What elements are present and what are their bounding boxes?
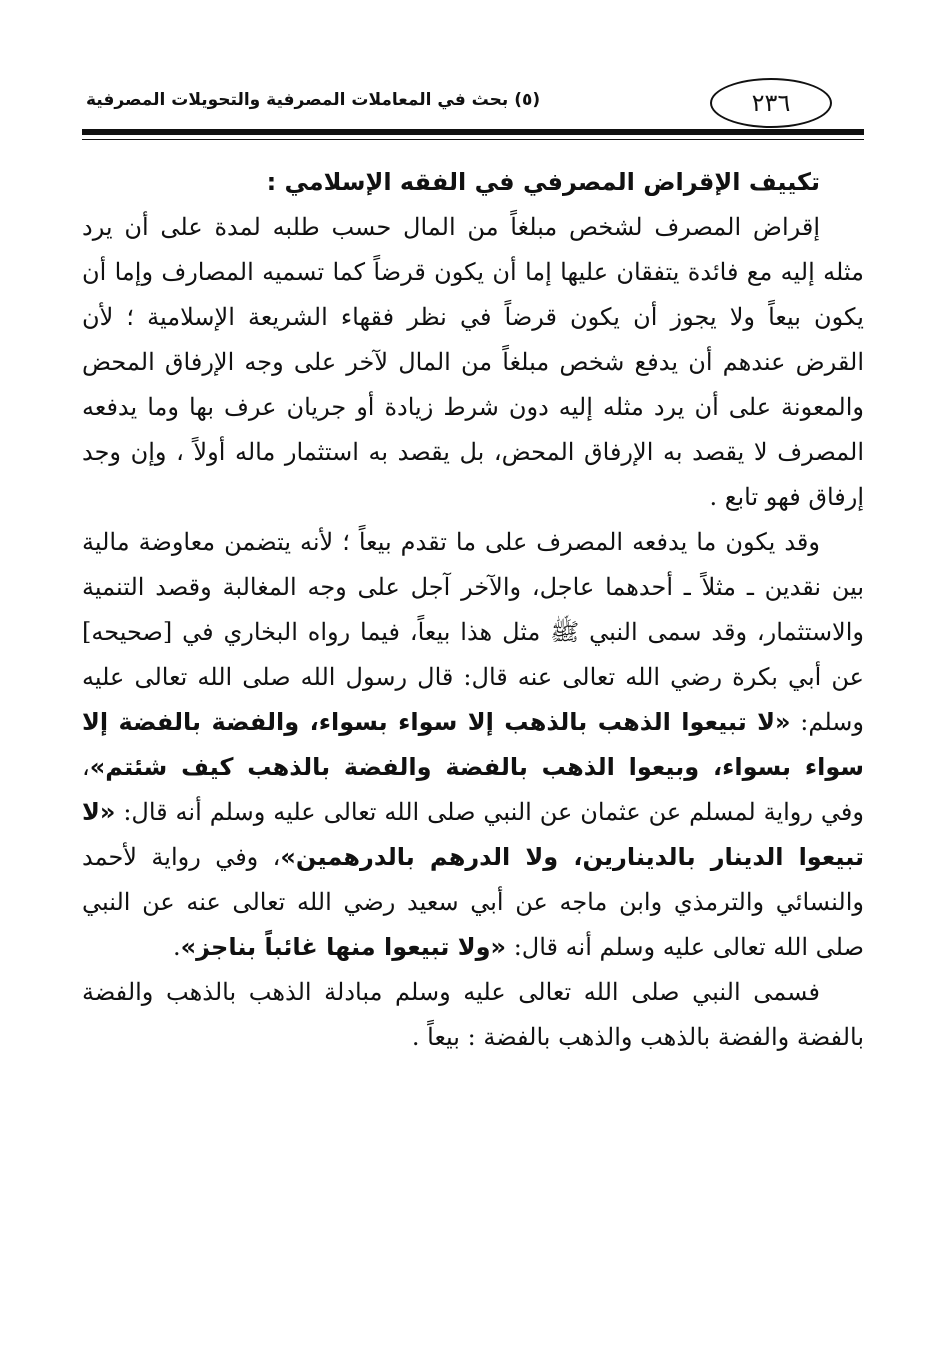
hadith-quote-1: «لا تبيعوا الذهب بالذهب إلا سواء بسواء، والفضة بالفضة إلا سواء بسواء، وبيعوا الذهب بالفضة والفضة بالذهب كيف شئتم»: [82, 708, 864, 781]
hadith-quote-2: «لا تبيعوا الدينار بالدينارين، ولا الدرهم بالدرهمين»: [82, 798, 865, 871]
paragraph-2-text-4: .: [172, 933, 181, 961]
paragraph-2: [82, 520, 864, 970]
header-title: (٥) بحث في المعاملات المصرفية والتحويلات المصرفية: [86, 90, 541, 110]
hadith-quote-3: «ولا تبيعوا منها غائباً بناجز»: [180, 933, 507, 961]
header-rule-thin: [82, 139, 864, 140]
section-heading: تكييف الإقراض المصرفي في الفقه الإسلامي :: [266, 168, 820, 196]
paragraph-2-text-3: ، وفي رواية لأحمد والنسائي والترمذي وابن ماجه عن أبي سعيد رضي الله تعالى عنه عن النبي صلى الله تعالى عليه وسلم أنه قال:: [82, 843, 864, 961]
paragraph-3: فسمى النبي صلى الله تعالى عليه وسلم مبادلة الذهب بالذهب والفضة بالفضة والفضة بالذهب والذهب بالفضة : بيعاً .: [82, 978, 864, 1051]
paragraph-2-text-1: وقد يكون ما يدفعه المصرف على ما تقدم بيعاً ؛ لأنه يتضمن معاوضة مالية بين نقدين ـ مثلاً ـ أحدهما عاجل، والآخر آجل على وجه المغالبة وقصد التنمية والاستثمار، وقد سمى النبي ﷺ مثل هذا بيعاً، فيما رواه البخاري في [صحيحه] عن أبي بكرة رضي الله تعالى عنه قال: قال رسول الله صلى الله تعالى عليه وسلم:: [82, 528, 865, 736]
header-rule-thick: [82, 129, 864, 135]
body-text: [82, 160, 864, 1060]
paragraph-2-text-2: ، وفي رواية لمسلم عن عثمان عن النبي صلى الله تعالى عليه وسلم أنه قال:: [82, 753, 864, 826]
paragraph-1: إقراض المصرف لشخص مبلغاً من المال حسب طلبه لمدة على أن يرد مثله إليه مع فائدة يتفقان عليها إما أن يكون قرضاً كما تسميه المصارف وإما أن يكون بيعاً ولا يجوز أن يكون قرضاً في نظر فقهاء الشريعة الإسلامية ؛ لأن القرض عندهم أن يدفع شخص مبلغاً من المال لآخر على وجه الإرفاق المحض والمعونة على أن يرد مثله إليه دون شرط زيادة أو جريان عرف بها وما يدفعه المصرف لا يقصد به الإرفاق المحض، بل يقصد به استثمار ماله أولاً ، وإن وجد إرفاق فهو تابع .: [82, 213, 864, 511]
page-number: ٢٣٦: [710, 78, 832, 128]
